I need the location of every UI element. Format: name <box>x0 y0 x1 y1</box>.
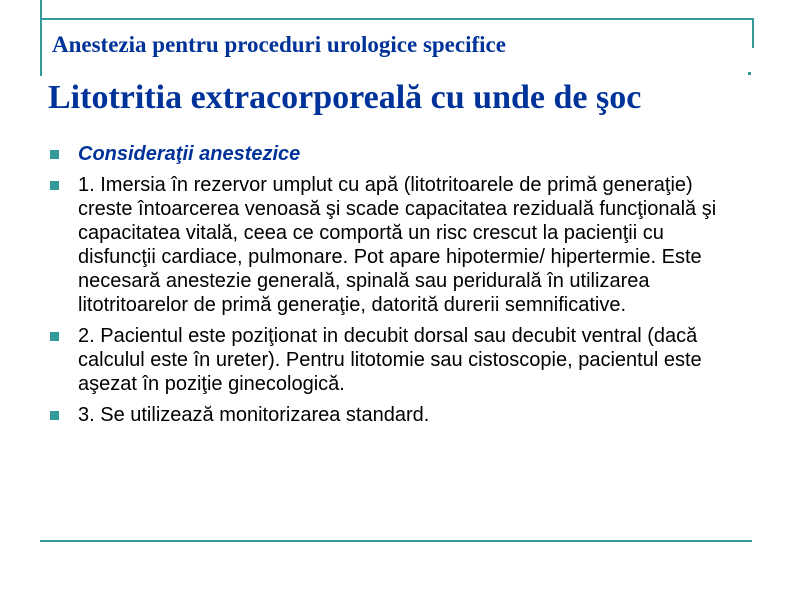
square-bullet-icon <box>50 150 59 159</box>
bullet-list <box>48 142 738 434</box>
slide-title: Litotritia extracorporeală cu unde de şoc <box>48 79 642 116</box>
bullet-text: 3. Se utilizează monitorizarea standard. <box>78 404 430 426</box>
bullet-item <box>48 173 738 317</box>
accent-dot <box>748 72 751 75</box>
bullet-item <box>48 142 738 166</box>
square-bullet-icon <box>50 181 59 190</box>
bullet-text: Consideraţii anestezice <box>78 143 301 165</box>
bullet-item <box>48 324 738 396</box>
left-accent-line <box>40 0 42 76</box>
bullet-text: 2. Pacientul este poziţionat in decubit dorsal sau decubit ventral (dacă calculul este în ureter). Pentru litotomie sau cistoscopie, pacientul este aşezat în poziţie ginecologică. <box>78 325 702 395</box>
square-bullet-icon <box>50 332 59 341</box>
right-accent-line <box>752 18 754 48</box>
slide-subtitle: Anestezia pentru proceduri urologice specifice <box>52 32 506 57</box>
bullet-text: 1. Imersia în rezervor umplut cu apă (litotritoarele de primă generaţie) creste întoarcerea venoasă şi scade capacitatea reziduală funcţională şi capacitatea vitală, ceea ce comportă un risc crescut la pacienţii cu disfuncţii cardiace, pulmonare. Pot apare hipotermie/ hipertermie. Este necesară anestezie generală, spinală sau peridurală în utilizarea litotritoarelor de primă generaţie, datorită durerii semnificative. <box>78 174 717 316</box>
bullet-item <box>48 403 738 427</box>
top-accent-line <box>40 18 752 20</box>
square-bullet-icon <box>50 411 59 420</box>
bottom-accent-line <box>40 540 752 542</box>
